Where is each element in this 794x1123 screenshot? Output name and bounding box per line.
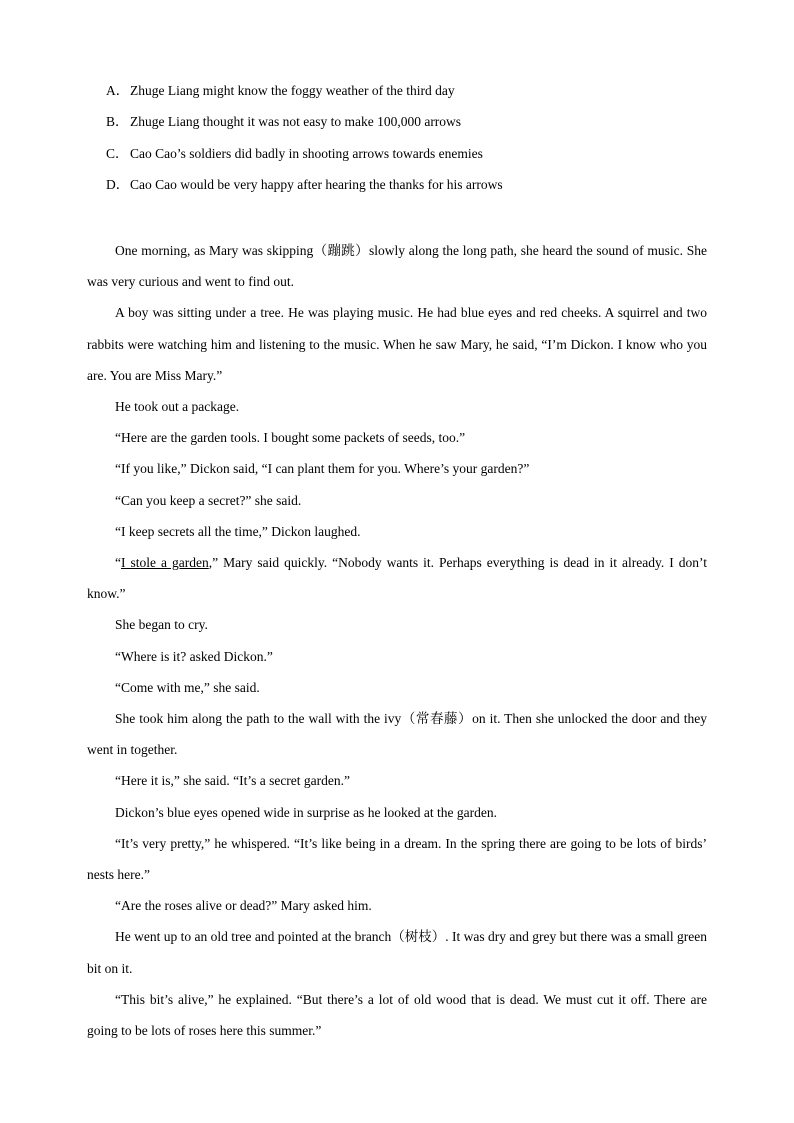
option-a [106,83,455,99]
reading-passage [87,235,707,1046]
option-letter: A． [106,83,130,98]
option-b [106,114,461,130]
paragraph: He went up to an old tree and pointed at the branch（树枝）. It was dry and grey but there was a small green bit on it. [87,929,707,976]
paragraph: “Here it is,” she said. “It’s a secret garden.” [115,773,351,789]
paragraph: One morning, as Mary was skipping（蹦跳）slowly along the long path, she heard the sound of music. She was very curious and went to find out. [87,243,707,290]
option-letter: B． [106,114,129,129]
paragraph-text: ,” Mary said quickly. “Nobody wants it. Perhaps everything is dead in it already. I don’t know.” [87,555,708,602]
option-text: Cao Cao’s soldiers did badly in shooting arrows towards enemies [130,146,483,161]
paragraph: “Where is it? asked Dickon.” [115,648,273,664]
quote-mark: “ [115,555,121,571]
paragraph: She began to cry. [115,617,208,633]
paragraph: “Can you keep a secret?” she said. [115,492,302,508]
paragraph: Dickon’s blue eyes opened wide in surprise as he looked at the garden. [115,804,498,820]
paragraph: “It’s very pretty,” he whispered. “It’s like being in a dream. In the spring there are going to be lots of birds’ nests here.” [87,835,707,883]
paragraph: “If you like,” Dickon said, “I can plant them for you. Where’s your garden?” [115,461,530,477]
paragraph [87,547,707,609]
option-text: Cao Cao would be very happy after hearing the thanks for his arrows [130,177,503,192]
option-letter: D． [106,177,130,192]
option-text: Zhuge Liang thought it was not easy to make 100,000 arrows [130,114,462,129]
paragraph: “Here are the garden tools. I bought some packets of seeds, too.” [115,430,466,446]
paragraph: She took him along the path to the wall with the ivy（常春藤）on it. Then she unlocked the door and they went in together. [87,711,707,758]
option-c [106,146,483,162]
option-d [106,177,503,193]
paragraph: A boy was sitting under a tree. He was playing music. He had blue eyes and red cheeks. A squirrel and two rabbits were watching him and listening to the music. When he saw Mary, he said, “I’m Dickon. I know who you are. You are Miss Mary.” [87,305,707,383]
paragraph: He took out a package. [115,399,240,415]
paragraph: “This bit’s alive,” he explained. “But there’s a lot of old wood that is dead. We must cut it off. There are going to be lots of roses here this summer.” [87,991,707,1039]
paragraph: “I keep secrets all the time,” Dickon laughed. [115,523,361,539]
option-text: Zhuge Liang might know the foggy weather of the third day [130,83,455,98]
underlined-phrase: I stole a garden [121,555,209,571]
paragraph: “Come with me,” she said. [115,679,260,695]
paragraph: “Are the roses alive or dead?” Mary asked him. [115,898,372,914]
option-letter: C． [106,146,129,161]
